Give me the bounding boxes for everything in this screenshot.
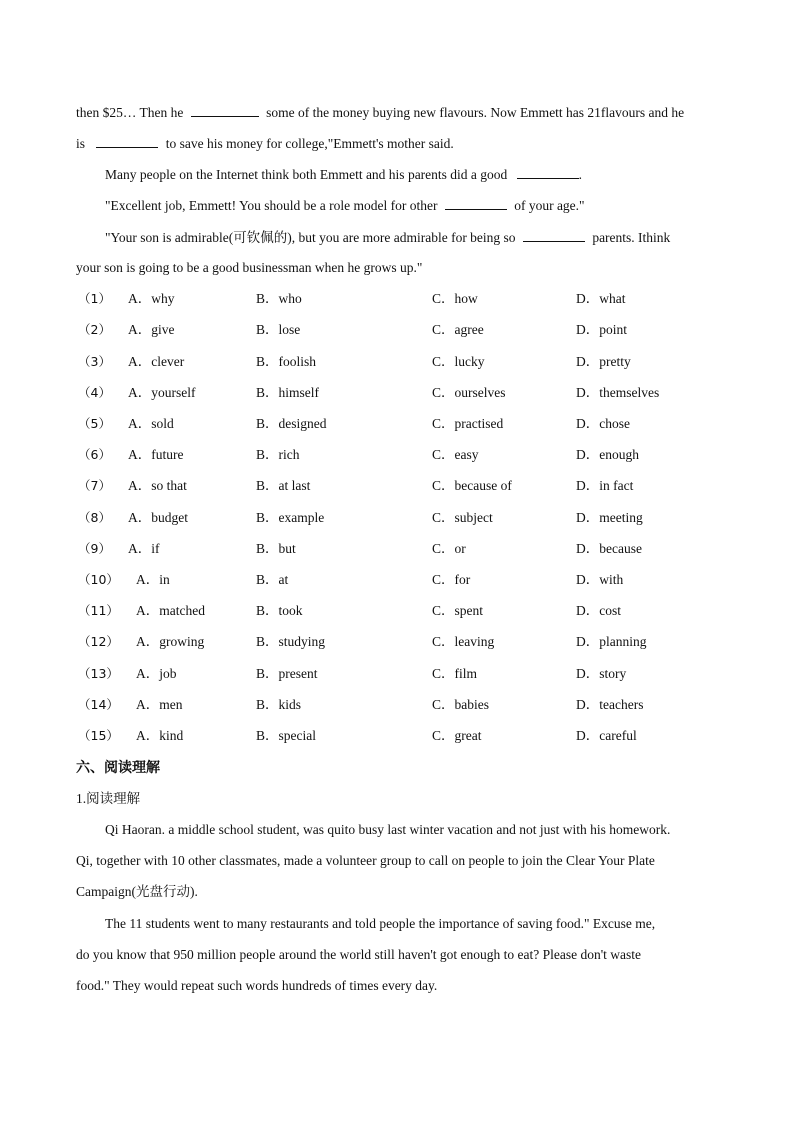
passage-line-4: "Excellent job, Emmett! You should be a role model for other of your age." [105,198,585,213]
question-label: 1.阅读理解 [76,791,141,806]
option-row: （2） A．give B．lose C．agree D．point [78,322,628,337]
reading-line: do you know that 950 million people around the world still haven't got enough to eat? Please don't waste [76,947,642,962]
option-row: （10） A．in B．at C．for D．with [78,572,624,587]
option-row: （3） A．clever B．foolish C．lucky D．pretty [78,354,631,369]
option-row: （7） A．so that B．at last C．because of D．in fact [78,478,634,493]
reading-line: The 11 students went to many restaurants and told people the importance of saving food." Excuse me, [105,916,656,931]
reading-line: Qi Haoran. a middle school student, was quito busy last winter vacation and not just with his homework. [105,822,671,837]
option-row: （15） A．kind B．special C．great D．careful [78,728,637,743]
answer-blank [517,165,579,179]
section-heading: 六、阅读理解 [76,760,160,776]
passage-line-3: Many people on the Internet think both Emmett and his parents did a good . [105,167,583,182]
option-row: （4） A．yourself B．himself C．ourselves D．themselves [78,385,660,400]
answer-blank [445,196,507,210]
option-row: （6） A．future B．rich C．easy D．enough [78,447,639,462]
option-row: （1） A．why B．who C．how D．what [78,291,626,306]
option-row: （8） A．budget B．example C．subject D．meeting [78,510,643,525]
reading-line: food." They would repeat such words hundreds of times every day. [76,978,438,993]
option-row: （9） A．if B．but C．or D．because [78,541,642,556]
passage-line-2: is to save his money for college,"Emmett's mother said. [76,136,454,151]
passage-line-1: then $25… Then he some of the money buying new flavours. Now Emmett has 21flavours and he [76,105,685,120]
option-row: （14） A．men B．kids C．babies D．teachers [78,697,644,712]
reading-line: Campaign(光盘行动). [76,884,198,899]
reading-line: Qi, together with 10 other classmates, made a volunteer group to call on people to join the Clear Your Plate [76,853,655,868]
option-row: （11） A．matched B．took C．spent D．cost [78,603,621,618]
option-row: （13） A．job B．present C．film D．story [78,666,627,681]
answer-blank [523,228,585,242]
option-row: （5） A．sold B．designed C．practised D．chose [78,416,630,431]
passage-line-6: your son is going to be a good businessman when he grows up." [76,260,423,275]
option-row: （12） A．growing B．studying C．leaving D．planning [78,634,647,649]
passage-line-5: "Your son is admirable(可钦佩的), but you are more admirable for being so parents. Ithink [105,230,671,245]
answer-blank [191,103,259,117]
answer-blank [96,134,158,148]
